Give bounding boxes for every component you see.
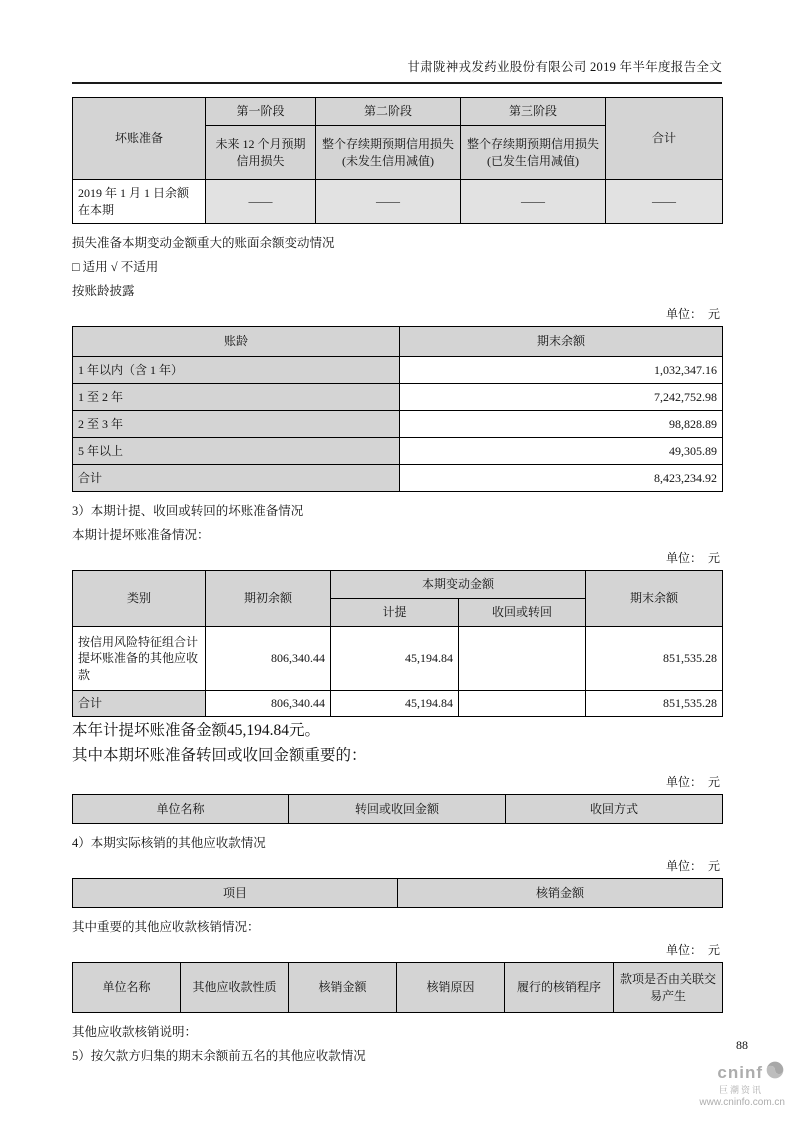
unit-label: 单位： 元 xyxy=(665,551,720,565)
header-cell: 未来 12 个月预期信用损失 xyxy=(206,126,316,180)
header-cell: 项目 xyxy=(73,879,398,908)
page-number: 88 xyxy=(736,1038,748,1052)
header-cell: 核销金额 xyxy=(398,879,723,908)
table-row xyxy=(73,963,723,1013)
cninfo-logo xyxy=(699,1060,785,1108)
unit-label: 单位： 元 xyxy=(665,307,720,321)
amount-cell: 851,535.28 xyxy=(586,627,723,691)
table-row xyxy=(73,411,723,438)
table-row xyxy=(73,571,723,599)
header-cell: 款项是否由关联交易产生 xyxy=(614,963,723,1013)
header-cell: 核销金额 xyxy=(289,963,397,1013)
header-cell: 坏账准备 xyxy=(73,98,206,180)
table-row xyxy=(73,357,723,384)
header-cell: 整个存续期预期信用损失(未发生信用减值) xyxy=(316,126,461,180)
header-cell: 期末余额 xyxy=(586,571,723,627)
note-change: 损失准备本期变动金额重大的账面余额变动情况 xyxy=(72,236,335,250)
header-cell: 转回或收回金额 xyxy=(289,795,506,824)
table-row xyxy=(73,327,723,357)
header-cell: 期初余额 xyxy=(206,571,331,627)
provision-amount-statement: 本年计提坏账准备金额45,194.84元。 xyxy=(72,722,321,739)
header-cell: 第二阶段 xyxy=(316,98,461,126)
header-cell: 合计 xyxy=(606,98,723,180)
amount-cell: 45,194.84 xyxy=(331,691,459,717)
amount-cell xyxy=(459,691,586,717)
page-content xyxy=(72,0,722,1064)
amount-cell: 98,828.89 xyxy=(400,411,723,438)
data-cell: —— xyxy=(206,180,316,224)
row-label-cell: 1 年以内（含 1 年） xyxy=(73,357,400,384)
writeoff-detail-table xyxy=(72,962,723,1013)
header-cell: 单位名称 xyxy=(73,963,181,1013)
row-label-cell: 1 至 2 年 xyxy=(73,384,400,411)
amount-cell: 8,423,234.92 xyxy=(400,465,723,492)
amount-cell: 7,242,752.98 xyxy=(400,384,723,411)
header-cell: 第一阶段 xyxy=(206,98,316,126)
table-row xyxy=(73,627,723,691)
header-cell: 收回或转回 xyxy=(459,599,586,627)
provision-note: 本期计提坏账准备情况： xyxy=(72,528,210,542)
row-label-cell: 合计 xyxy=(73,691,206,717)
bad-debt-stage-table xyxy=(72,97,723,224)
recovery-table xyxy=(72,794,723,824)
aging-table xyxy=(72,326,723,492)
table-row xyxy=(73,465,723,492)
header-cell: 收回方式 xyxy=(506,795,723,824)
writeoff-note: 其他应收款核销说明： xyxy=(72,1025,198,1039)
reversal-statement: 其中本期坏账准备转回或收回金额重要的： xyxy=(72,747,367,764)
row-label-cell: 2019 年 1 月 1 日余额在本期 xyxy=(73,180,206,224)
section-5-heading: 5）按欠款方归集的期末余额前五名的其他应收款情况 xyxy=(72,1049,366,1063)
row-label-cell: 按信用风险特征组合计提坏账准备的其他应收款 xyxy=(73,627,206,691)
amount-cell: 806,340.44 xyxy=(206,627,331,691)
header-cell: 整个存续期预期信用损失(已发生信用减值) xyxy=(461,126,606,180)
amount-cell: 45,194.84 xyxy=(331,627,459,691)
table-row xyxy=(73,180,723,224)
unit-label: 单位： 元 xyxy=(665,943,720,957)
header-cell: 本期变动金额 xyxy=(331,571,586,599)
row-label-cell: 2 至 3 年 xyxy=(73,411,400,438)
cninfo-swirl-icon xyxy=(765,1060,785,1085)
cninfo-chinese-name: 巨潮资讯 xyxy=(718,1085,763,1095)
data-cell: —— xyxy=(316,180,461,224)
table-row xyxy=(73,438,723,465)
table-row xyxy=(73,795,723,824)
writeoff-important-note: 其中重要的其他应收款核销情况： xyxy=(72,920,260,934)
header-cell: 账龄 xyxy=(73,327,400,357)
header-cell: 核销原因 xyxy=(397,963,505,1013)
amount-cell xyxy=(459,627,586,691)
section-4-heading: 4）本期实际核销的其他应收款情况 xyxy=(72,836,266,850)
table-row xyxy=(73,879,723,908)
header-cell: 计提 xyxy=(331,599,459,627)
header-cell: 其他应收款性质 xyxy=(181,963,289,1013)
header-cell: 第三阶段 xyxy=(461,98,606,126)
row-label-cell: 合计 xyxy=(73,465,400,492)
data-cell: —— xyxy=(606,180,723,224)
table-row xyxy=(73,384,723,411)
header-cell: 履行的核销程序 xyxy=(505,963,614,1013)
unit-label: 单位： 元 xyxy=(665,859,720,873)
applicability-line: □ 适用 √ 不适用 xyxy=(72,260,159,274)
provision-movement-table xyxy=(72,570,723,717)
amount-cell: 851,535.28 xyxy=(586,691,723,717)
amount-cell: 806,340.44 xyxy=(206,691,331,717)
cninfo-url: www.cninfo.com.cn xyxy=(699,1097,785,1108)
unit-label: 单位： 元 xyxy=(665,775,720,789)
amount-cell: 49,305.89 xyxy=(400,438,723,465)
header-cell: 类别 xyxy=(73,571,206,627)
aging-disclosure-label: 按账龄披露 xyxy=(72,284,135,298)
cninfo-brand-text: cninf xyxy=(717,1062,763,1082)
row-label-cell: 5 年以上 xyxy=(73,438,400,465)
document-header xyxy=(72,0,722,84)
table-row xyxy=(73,98,723,126)
table-row xyxy=(73,691,723,717)
header-cell: 单位名称 xyxy=(73,795,289,824)
header-cell: 期末余额 xyxy=(400,327,723,357)
amount-cell: 1,032,347.16 xyxy=(400,357,723,384)
data-cell: —— xyxy=(461,180,606,224)
section-3-heading: 3）本期计提、收回或转回的坏账准备情况 xyxy=(72,504,304,518)
document-title: 甘肃陇神戎发药业股份有限公司 2019 年半年度报告全文 xyxy=(407,60,722,74)
writeoff-table xyxy=(72,878,723,908)
cninfo-wordmark xyxy=(699,1060,785,1085)
